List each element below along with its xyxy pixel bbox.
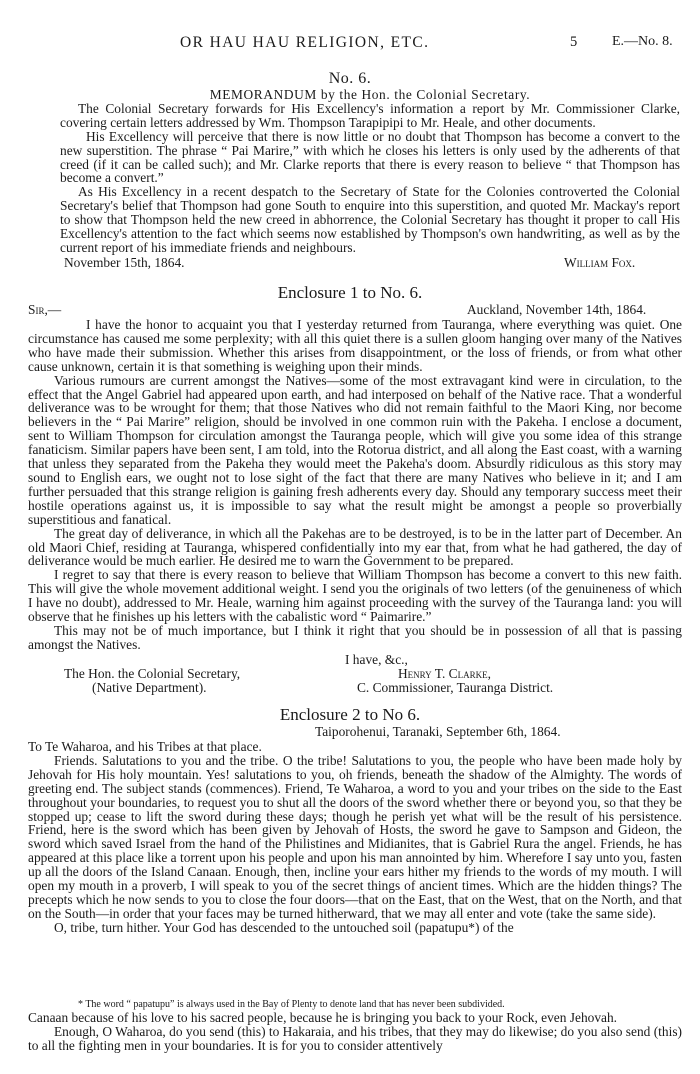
enclosure1-place-date: Auckland, November 14th, 1864. (467, 302, 647, 317)
memo-paragraph: The Colonial Secretary forwards for His Excellency's information a report by Mr. Commissioner Clarke, covering certain letters addressed by Wm. Thompson Tarapipipi to Mr. Heale, and other documents. (60, 100, 680, 130)
letter-paragraph: O, tribe, turn hither. Your God has descended to the untouched soil (papatupu*) of the (54, 919, 514, 935)
addressee-department: (Native Department). (92, 680, 207, 695)
footnote: * The word “ papatupu” is always used in the Bay of Plenty to denote land that has never been subdivided. (78, 999, 505, 1010)
letter-paragraph: I have the honor to acquaint you that I yesterday returned from Tauranga, where everything was quiet. One circumstance has caused me some perplexity; with all this quiet there is a sullen gloom hanging over many of the Natives who have made their submission. Whether this arises from disappointment, or the loss of friends, or from what other cause unknown, certain it is that something is weighing upon their minds. (28, 317, 682, 374)
letter-closing: I have, &c., (345, 652, 408, 667)
memo-paragraph: As His Excellency in a recent despatch to the Secretary of State for the Colonies controverted the Colonial Secretary's belief that Thompson had gone South to enquire into this superstition, and quoted Mr. Mackay's report to show that Thompson held the new creed in abhorrence, the Colonial Secretary has thought it proper to call His Excellency's attention to the fact which seems now established by Thompson's own handwriting, as well as by the current report of his immediate friends and neighbours. (60, 184, 680, 255)
document-code: E.—No. 8. (612, 34, 673, 49)
letter-paragraph: This may not be of much importance, but I think it right that you should be in possession of all that is passing amongst the Natives. (28, 622, 682, 652)
memorandum-title: MEMORANDUM by the Hon. the Colonial Secretary. (209, 87, 531, 102)
enclosure2-body (28, 740, 682, 935)
page-header (0, 34, 700, 56)
letter-paragraph: Various rumours are current amongst the Natives—some of the most extravagant kind were in circulation, to the effect that the Angel Gabriel had appeared upon earth, and had interposed on behalf of the Native race. That a wonderful deliverance was to be wrought for them; that those Natives who did not remain faithful to the Maori King, nor become believers in the “ Pai Marire” religion, should be involved in one common ruin with the Pakeha. I enclose a document, sent to William Thompson for circulation amongst the Tauranga people, which will give you some idea of this strange fanaticism. Similar papers have been sent, I am told, into the Rotorua district, and all along the East coast, with a warning that unless they separated from the Pakeha they would meet the Pakeha's doom. Absurdly ridiculous as this story may sound to English ears, we ought not to lose sight of the fact that there are many Natives who believe in it; and I am further persuaded that this strange religion is gaining fresh adherents every day. Should any temporary success meet their hostile operations against us, it is impossible to say what the result might be amongst a people so proverbially superstitious and fanatical. (28, 372, 682, 527)
letter-address: To Te Waharoa, and his Tribes at that place. (28, 739, 262, 754)
section-heading-enclosure2: Enclosure 2 to No 6. (279, 705, 421, 724)
addressee-line: The Hon. the Colonial Secretary, (64, 666, 241, 681)
enclosure2-continuation (28, 1011, 682, 1053)
memo-paragraph: His Excellency will perceive that there is now little or no doubt that Thompson has become a convert to the new superstition. The phrase “ Pai Marire,” with which he closes his letters is only used by the adherents of that creed (if it can be called such); and Mr. Clarke reports that there is every reason to believe “ that Thompson has become a convert.” (60, 128, 680, 186)
running-title: OR HAU HAU RELIGION, ETC. (180, 34, 430, 51)
memo-date: November 15th, 1864. (64, 255, 185, 270)
continuation-text: Canaan because of his love to his sacred people, because he is bringing you back to your Rock, even Jehovah. (28, 1010, 618, 1025)
letter-paragraph: I regret to say that there is every reason to believe that William Thompson has become a convert to this new faith. This will give the whole movement additional weight. I send you the originals of two letters (of the genuineness of which I have no doubt), addressed to Mr. Heale, warning him against proceeding with the survey of the Tauranga land: you will observe that he finishes up his letters with the cabalistic word “ Paimarire.” (28, 567, 682, 625)
enclosure1-body (28, 318, 682, 652)
section-heading-enclosure1: Enclosure 1 to No. 6. (277, 283, 423, 302)
letter-paragraph: The great day of deliverance, in which all the Pakehas are to be destroyed, is to be in the latter part of December. An old Maori Chief, residing at Tauranga, whispered confidentially into my ear that, from what he had gathered, the day of deliverance would be much earlier. He desired me to warn the Government to be prepared. (28, 525, 682, 569)
memo-signature: William Fox. (564, 255, 636, 270)
page-number: 5 (570, 34, 578, 50)
memorandum-block (60, 88, 680, 255)
section-heading-no6: No. 6. (328, 70, 372, 87)
signer-title: C. Commissioner, Tauranga District. (357, 680, 554, 695)
letter-paragraph: Friends. Salutations to you and the tribe. O the tribe! Salutations to you, the people who have been made holy by Jehovah for His holy mountain. Yes! salutations to you, oh friends, beneath the shadow of the Almighty. The words of greeting end. The subject stands (commences). Friend, Te Waharoa, a word to you and your tribes on the side to the East throughout your boundaries, to request you to shut all the doors of the sword whether there or beyond you, so that they be stopped up; cease to lift the sword during these days; though he perish yet what will be the result of his persistence. Friend, here is the sword which has been given by Jehovah of Hosts, the sword he gave to Sampson and Gideon, the sword which saved Israel from the hand of the Philistines and Midianites, that is Gabriel Rura the angel. Friends, he has appeared at this place like a torrent upon his people and upon his man annointed by him. Wherefore I say unto you, fasten up all the doors of the Island Canaan. Enough, then, incline your ears hither my friends to the words of my mouth. I will open my mouth in a proverb, I will speak to you of the secret things of ancient times. Which are the hidden things? The precepts which he now sends to you to close the four doors—that on the East, that on the West, that on the North, and that on the South—in order that your faces may be turned hitherward, that we may all enter and vote (take the same side). (28, 752, 682, 921)
salutation: Sir,— (28, 302, 62, 317)
enclosure2-place-date: Taiporohenui, Taranaki, September 6th, 1864. (315, 724, 561, 739)
letter-paragraph: Enough, O Waharoa, do you send (this) to Hakaraia, and his tribes, that they may do likewise; do you also send (this) to all the fighting men in your boundaries. It is for you to consider attentively (28, 1023, 682, 1053)
signer-name: Henry T. Clarke, (398, 666, 491, 681)
